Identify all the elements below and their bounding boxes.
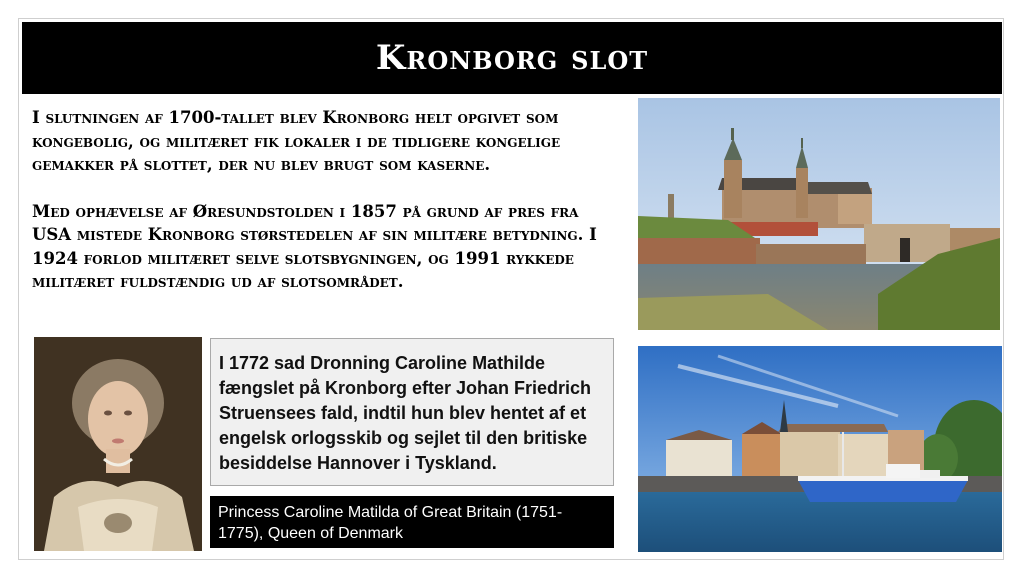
body-text bbox=[32, 106, 620, 317]
paragraph-1: I slutningen af 1700-tallet blev Kronborg helt opgivet som kongebolig, og militæret fik lokaler i de tidligere kongelige gemakker på slottet, der nu blev brugt som kaserne. bbox=[32, 108, 561, 174]
info-box-text: I 1772 sad Dronning Caroline Mathilde fængslet på Kronborg efter Johan Friedrich Struensees fald, indtil hun blev hentet af et engelsk orlogsskib og sejlet til den britiske besiddelse Hannover i Tyskland. bbox=[219, 353, 592, 473]
title-bar bbox=[22, 22, 1002, 94]
info-box bbox=[210, 338, 614, 486]
portrait-caption-text: Princess Caroline Matilda of Great Britain (1751-1775), Queen of Denmark bbox=[218, 504, 563, 542]
slide-title: Kronborg slot bbox=[375, 38, 649, 78]
paragraph-2: Med ophævelse af Øresundstolden i 1857 på grund af pres fra USA mistede Kronborg størstedelen af sin militære betydning. I 1924 forlod militæret selve slotsbygningen, og 1991 rykkede militæret fuldstændig ud af slotsområdet. bbox=[32, 201, 597, 291]
caroline-matilda-portrait bbox=[34, 337, 202, 551]
helsingor-harbor-photo bbox=[638, 346, 1002, 552]
portrait-caption bbox=[210, 496, 614, 548]
kronborg-castle-photo bbox=[638, 98, 1000, 330]
